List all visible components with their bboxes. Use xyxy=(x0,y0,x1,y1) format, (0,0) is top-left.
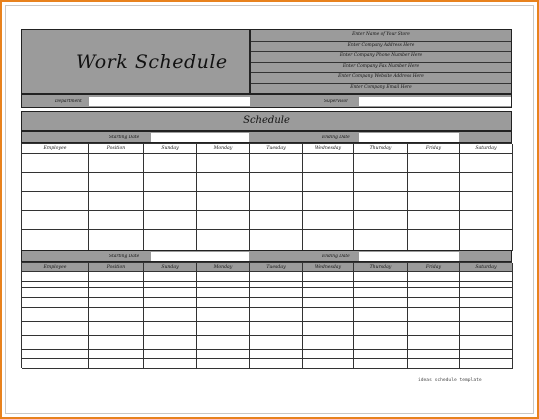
schedule-cell[interactable] xyxy=(144,308,197,322)
schedule-cell[interactable] xyxy=(354,336,408,350)
column-header: Tuesday xyxy=(250,263,303,272)
schedule-cell[interactable] xyxy=(250,211,303,230)
schedule-cell[interactable] xyxy=(89,350,144,359)
schedule-cell[interactable] xyxy=(250,230,303,251)
company-info-box xyxy=(250,29,512,94)
column-header: Thursday xyxy=(354,144,408,154)
schedule-cell[interactable] xyxy=(89,359,144,369)
schedule-cell[interactable] xyxy=(303,308,354,322)
schedule-cell[interactable] xyxy=(303,192,354,211)
column-header: Wednesday xyxy=(303,263,354,272)
schedule-cell[interactable] xyxy=(460,154,513,173)
schedule-cell[interactable] xyxy=(354,359,408,369)
schedule-cell[interactable] xyxy=(144,288,197,298)
schedule-cell[interactable] xyxy=(144,298,197,308)
company-line: Enter Name of Your Store xyxy=(251,30,511,42)
schedule-cell[interactable] xyxy=(250,336,303,350)
section1-starting-field[interactable] xyxy=(151,133,249,142)
schedule-cell[interactable] xyxy=(89,336,144,350)
schedule-cell[interactable] xyxy=(89,298,144,308)
section1-grid xyxy=(21,143,512,250)
schedule-cell[interactable] xyxy=(144,336,197,350)
schedule-cell[interactable] xyxy=(89,211,144,230)
schedule-cell[interactable] xyxy=(408,336,460,350)
schedule-cell[interactable] xyxy=(408,192,460,211)
schedule-cell[interactable] xyxy=(460,272,513,282)
schedule-title: Schedule xyxy=(243,115,290,126)
schedule-cell[interactable] xyxy=(303,322,354,336)
schedule-cell[interactable] xyxy=(22,230,89,251)
schedule-cell[interactable] xyxy=(197,272,250,282)
schedule-cell[interactable] xyxy=(22,336,89,350)
column-header: Wednesday xyxy=(303,144,354,154)
footer-watermark: ideas schedule template xyxy=(418,378,482,383)
company-line: Enter Company Phone Number Here xyxy=(251,51,511,63)
section2-ending-field[interactable] xyxy=(359,252,459,261)
schedule-cell[interactable] xyxy=(250,192,303,211)
schedule-cell[interactable] xyxy=(22,322,89,336)
column-header: Saturday xyxy=(460,144,513,154)
schedule-cell[interactable] xyxy=(303,230,354,251)
column-header: Friday xyxy=(408,144,460,154)
schedule-cell[interactable] xyxy=(89,322,144,336)
schedule-cell[interactable] xyxy=(460,322,513,336)
company-line: Enter Company Fax Number Here xyxy=(251,62,511,74)
schedule-cell[interactable] xyxy=(303,173,354,192)
section1-ending-field[interactable] xyxy=(359,133,459,142)
department-label: Department xyxy=(55,99,82,104)
schedule-cell[interactable] xyxy=(408,173,460,192)
section2-ending-label: Ending Date xyxy=(322,254,350,259)
schedule-cell[interactable] xyxy=(197,154,250,173)
schedule-cell[interactable] xyxy=(354,288,408,298)
schedule-cell[interactable] xyxy=(460,173,513,192)
company-line: Enter Company Email Here xyxy=(350,84,412,90)
schedule-cell[interactable] xyxy=(144,173,197,192)
schedule-cell[interactable] xyxy=(250,359,303,369)
section2-grid xyxy=(21,262,512,368)
schedule-header xyxy=(21,111,512,131)
schedule-cell[interactable] xyxy=(89,192,144,211)
schedule-cell[interactable] xyxy=(408,154,460,173)
schedule-cell[interactable] xyxy=(460,230,513,251)
schedule-cell[interactable] xyxy=(89,288,144,298)
schedule-cell[interactable] xyxy=(197,288,250,298)
column-header: Sunday xyxy=(144,144,197,154)
section1-starting-label: Starting Date xyxy=(109,135,140,140)
schedule-cell[interactable] xyxy=(197,322,250,336)
schedule-cell[interactable] xyxy=(460,350,513,359)
schedule-cell[interactable] xyxy=(354,272,408,282)
schedule-cell[interactable] xyxy=(354,173,408,192)
schedule-cell[interactable] xyxy=(250,288,303,298)
schedule-cell[interactable] xyxy=(460,359,513,369)
column-header: Employee xyxy=(22,263,89,272)
column-header: Thursday xyxy=(354,263,408,272)
section2-date-bar xyxy=(21,250,512,262)
schedule-cell[interactable] xyxy=(89,230,144,251)
supervisor-label: Supervisor xyxy=(324,99,349,104)
schedule-cell[interactable] xyxy=(408,288,460,298)
schedule-cell[interactable] xyxy=(303,288,354,298)
schedule-cell[interactable] xyxy=(89,154,144,173)
schedule-cell[interactable] xyxy=(460,308,513,322)
column-header: Sunday xyxy=(144,263,197,272)
schedule-cell[interactable] xyxy=(303,336,354,350)
schedule-cell[interactable] xyxy=(197,359,250,369)
schedule-cell[interactable] xyxy=(250,154,303,173)
supervisor-field[interactable] xyxy=(359,97,511,106)
schedule-cell[interactable] xyxy=(303,350,354,359)
schedule-cell[interactable] xyxy=(144,211,197,230)
schedule-cell[interactable] xyxy=(89,173,144,192)
schedule-cell[interactable] xyxy=(197,336,250,350)
section1-ending-label: Ending Date xyxy=(322,135,350,140)
schedule-cell[interactable] xyxy=(460,211,513,230)
page-title: Work Schedule xyxy=(76,51,228,73)
schedule-cell[interactable] xyxy=(22,192,89,211)
column-header: Position xyxy=(89,144,144,154)
schedule-cell[interactable] xyxy=(144,154,197,173)
schedule-cell[interactable] xyxy=(303,359,354,369)
schedule-cell[interactable] xyxy=(460,298,513,308)
schedule-cell[interactable] xyxy=(408,322,460,336)
schedule-cell[interactable] xyxy=(460,192,513,211)
schedule-cell[interactable] xyxy=(144,350,197,359)
column-header: Monday xyxy=(197,144,250,154)
schedule-cell[interactable] xyxy=(197,230,250,251)
schedule-cell[interactable] xyxy=(22,359,89,369)
schedule-cell[interactable] xyxy=(354,192,408,211)
company-line: Enter Company Address Here xyxy=(251,41,511,53)
schedule-cell[interactable] xyxy=(354,230,408,251)
schedule-cell[interactable] xyxy=(144,322,197,336)
schedule-cell[interactable] xyxy=(408,298,460,308)
section2-starting-field[interactable] xyxy=(151,252,249,261)
schedule-cell[interactable] xyxy=(250,298,303,308)
company-line: Enter Company Website Address Here xyxy=(251,72,511,84)
schedule-cell[interactable] xyxy=(22,154,89,173)
schedule-cell[interactable] xyxy=(197,173,250,192)
schedule-cell[interactable] xyxy=(22,308,89,322)
section2-starting-label: Starting Date xyxy=(109,254,140,259)
schedule-cell[interactable] xyxy=(250,322,303,336)
schedule-cell[interactable] xyxy=(144,230,197,251)
column-header: Saturday xyxy=(460,263,513,272)
schedule-cell[interactable] xyxy=(144,272,197,282)
schedule-cell[interactable] xyxy=(408,230,460,251)
schedule-cell[interactable] xyxy=(408,359,460,369)
department-supervisor-bar xyxy=(21,94,512,108)
schedule-cell[interactable] xyxy=(22,288,89,298)
schedule-cell[interactable] xyxy=(354,308,408,322)
column-header: Tuesday xyxy=(250,144,303,154)
schedule-cell[interactable] xyxy=(197,211,250,230)
column-header: Monday xyxy=(197,263,250,272)
schedule-cell[interactable] xyxy=(144,359,197,369)
schedule-cell[interactable] xyxy=(354,350,408,359)
schedule-cell[interactable] xyxy=(460,288,513,298)
schedule-cell[interactable] xyxy=(22,173,89,192)
schedule-cell[interactable] xyxy=(197,308,250,322)
schedule-cell[interactable] xyxy=(197,192,250,211)
schedule-cell[interactable] xyxy=(89,272,144,282)
schedule-cell[interactable] xyxy=(408,308,460,322)
schedule-cell[interactable] xyxy=(408,211,460,230)
schedule-cell[interactable] xyxy=(408,272,460,282)
column-header: Friday xyxy=(408,263,460,272)
schedule-cell[interactable] xyxy=(144,192,197,211)
schedule-cell[interactable] xyxy=(22,272,89,282)
schedule-cell[interactable] xyxy=(22,298,89,308)
schedule-cell[interactable] xyxy=(408,350,460,359)
schedule-cell[interactable] xyxy=(354,322,408,336)
schedule-cell[interactable] xyxy=(303,272,354,282)
schedule-cell[interactable] xyxy=(303,211,354,230)
schedule-cell[interactable] xyxy=(250,272,303,282)
schedule-cell[interactable] xyxy=(197,298,250,308)
schedule-cell[interactable] xyxy=(460,336,513,350)
schedule-cell[interactable] xyxy=(22,350,89,359)
schedule-cell[interactable] xyxy=(354,298,408,308)
schedule-cell[interactable] xyxy=(250,350,303,359)
schedule-cell[interactable] xyxy=(303,298,354,308)
department-field[interactable] xyxy=(89,97,250,106)
section1-date-bar xyxy=(21,131,512,143)
schedule-cell[interactable] xyxy=(354,154,408,173)
schedule-cell[interactable] xyxy=(250,173,303,192)
schedule-cell[interactable] xyxy=(354,211,408,230)
schedule-cell[interactable] xyxy=(89,308,144,322)
schedule-cell[interactable] xyxy=(197,350,250,359)
column-header: Employee xyxy=(22,144,89,154)
title-box xyxy=(21,29,250,94)
schedule-cell[interactable] xyxy=(303,154,354,173)
schedule-cell[interactable] xyxy=(22,211,89,230)
column-header: Position xyxy=(89,263,144,272)
schedule-cell[interactable] xyxy=(250,308,303,322)
